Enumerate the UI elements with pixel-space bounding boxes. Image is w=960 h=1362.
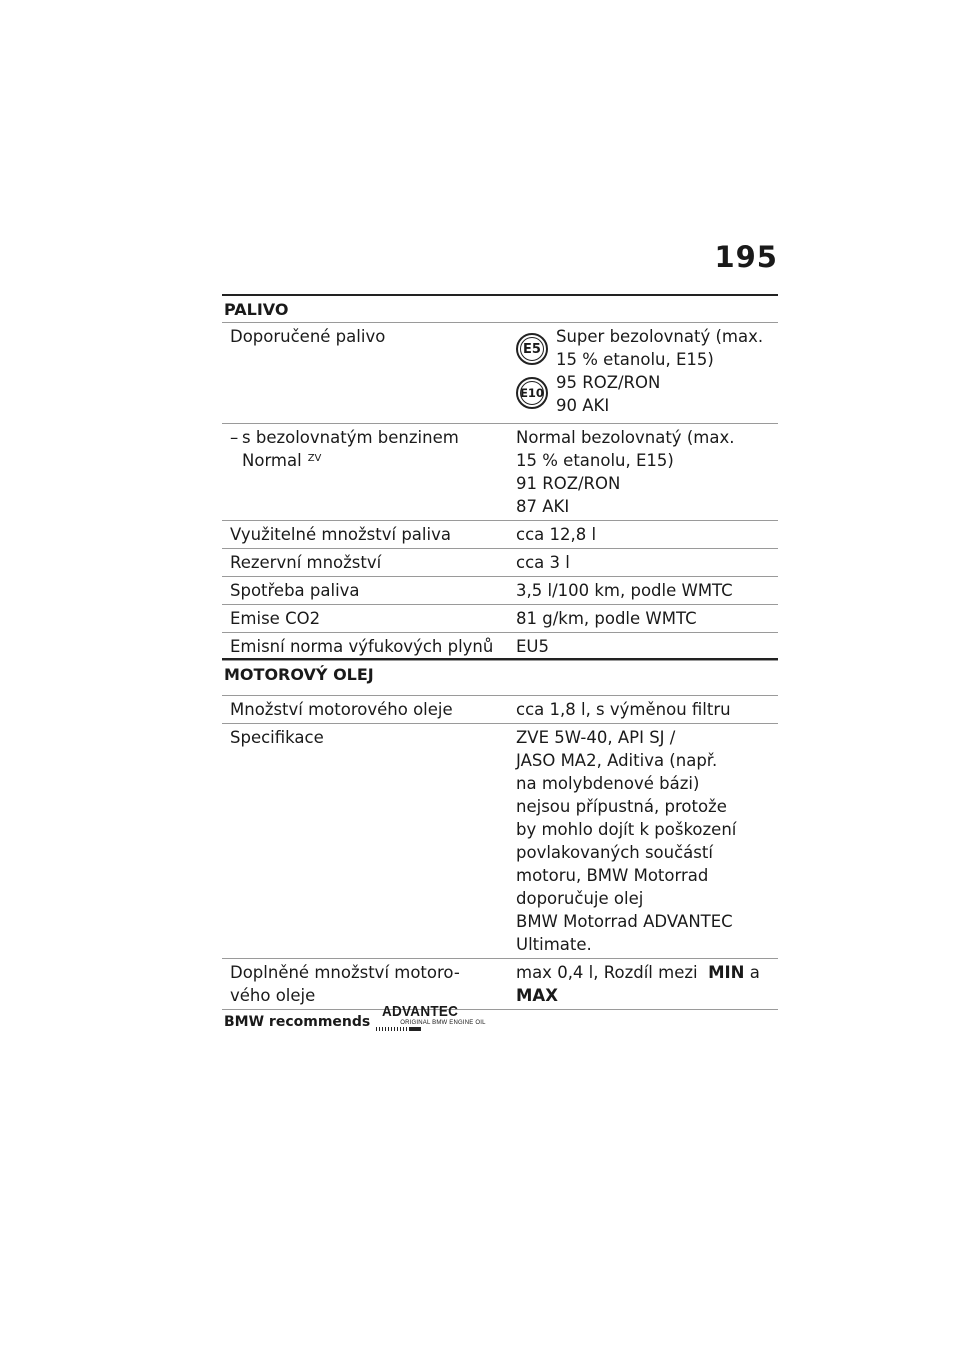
oil-table [222, 695, 778, 1010]
normal-fuel-value: Normal bezolovnatý (max. 15 % etanolu, E15) 91 ROZ/RON 87 AKI [508, 424, 778, 521]
advantec-logo: ADVANTEC ORIGINAL BMW ENGINE OIL [376, 1004, 485, 1031]
table-row [222, 424, 778, 521]
emission-standard-value: EU5 [508, 633, 778, 661]
max-marker: MAX [516, 986, 558, 1005]
table-row [222, 724, 778, 959]
logo-stripes-icon [376, 1027, 485, 1031]
table-row [222, 521, 778, 549]
oil-section-title: MOTOROVÝ OLEJ [224, 665, 374, 684]
table-row [222, 959, 778, 1010]
recommended-fuel-label: Doporučené palivo [222, 323, 508, 424]
table-row [222, 696, 778, 724]
normal-fuel-label: – s bezolovnatým benzinem Normal $^{ZV}$ [222, 424, 508, 521]
e10-badge-icon: E10 [516, 377, 548, 409]
option-superscript: ZV [307, 453, 322, 464]
footer [224, 1003, 486, 1035]
consumption-label: Spotřeba paliva [222, 577, 508, 605]
oil-topup-value: max 0,4 l, Rozdíl mezi MIN a MAX [508, 959, 778, 1010]
consumption-value: 3,5 l/100 km, podle WMTC [508, 577, 778, 605]
oil-spec-value: ZVE 5W-40, API SJ / JASO MA2, Aditiva (např. na molybdenové bázi) nejsou přípustná, protože by mohlo dojít k poškození povlakovaných součástí motoru, BMW Motorrad doporučuje olej BMW Motorrad ADVANTEC Ultimate. [508, 724, 778, 959]
e5-badge-icon: E5 [516, 333, 548, 365]
page-number: 195 [714, 240, 778, 274]
reserve-label: Rezervní množství [222, 549, 508, 577]
fuel-section-title: PALIVO [224, 300, 289, 319]
co2-value: 81 g/km, podle WMTC [508, 605, 778, 633]
table-row [222, 577, 778, 605]
emission-standard-label: Emisní norma výfukových plynů [222, 633, 508, 661]
reserve-value: cca 3 l [508, 549, 778, 577]
oil-topup-label: Doplněné množství motoro- vého oleje [222, 959, 508, 1010]
oil-quantity-label: Množství motorového oleje [222, 696, 508, 724]
co2-label: Emise CO2 [222, 605, 508, 633]
oil-spec-label: Specifikace [222, 724, 508, 959]
table-row [222, 605, 778, 633]
table-row [222, 323, 778, 424]
fuel-section [222, 294, 778, 661]
usable-fuel-label: Využitelné množství paliva [222, 521, 508, 549]
fuel-table [222, 322, 778, 661]
usable-fuel-value: cca 12,8 l [508, 521, 778, 549]
table-row [222, 549, 778, 577]
min-marker: MIN [708, 963, 745, 982]
bmw-recommends-text: BMW recommends [224, 1013, 371, 1030]
recommended-fuel-value: Super bezolovnatý (max. 15 % etanolu, E15) 95 ROZ/RON 90 AKI [556, 327, 764, 415]
table-row [222, 633, 778, 661]
oil-quantity-value: cca 1,8 l, s výměnou filtru [508, 696, 778, 724]
oil-section [222, 658, 778, 1010]
